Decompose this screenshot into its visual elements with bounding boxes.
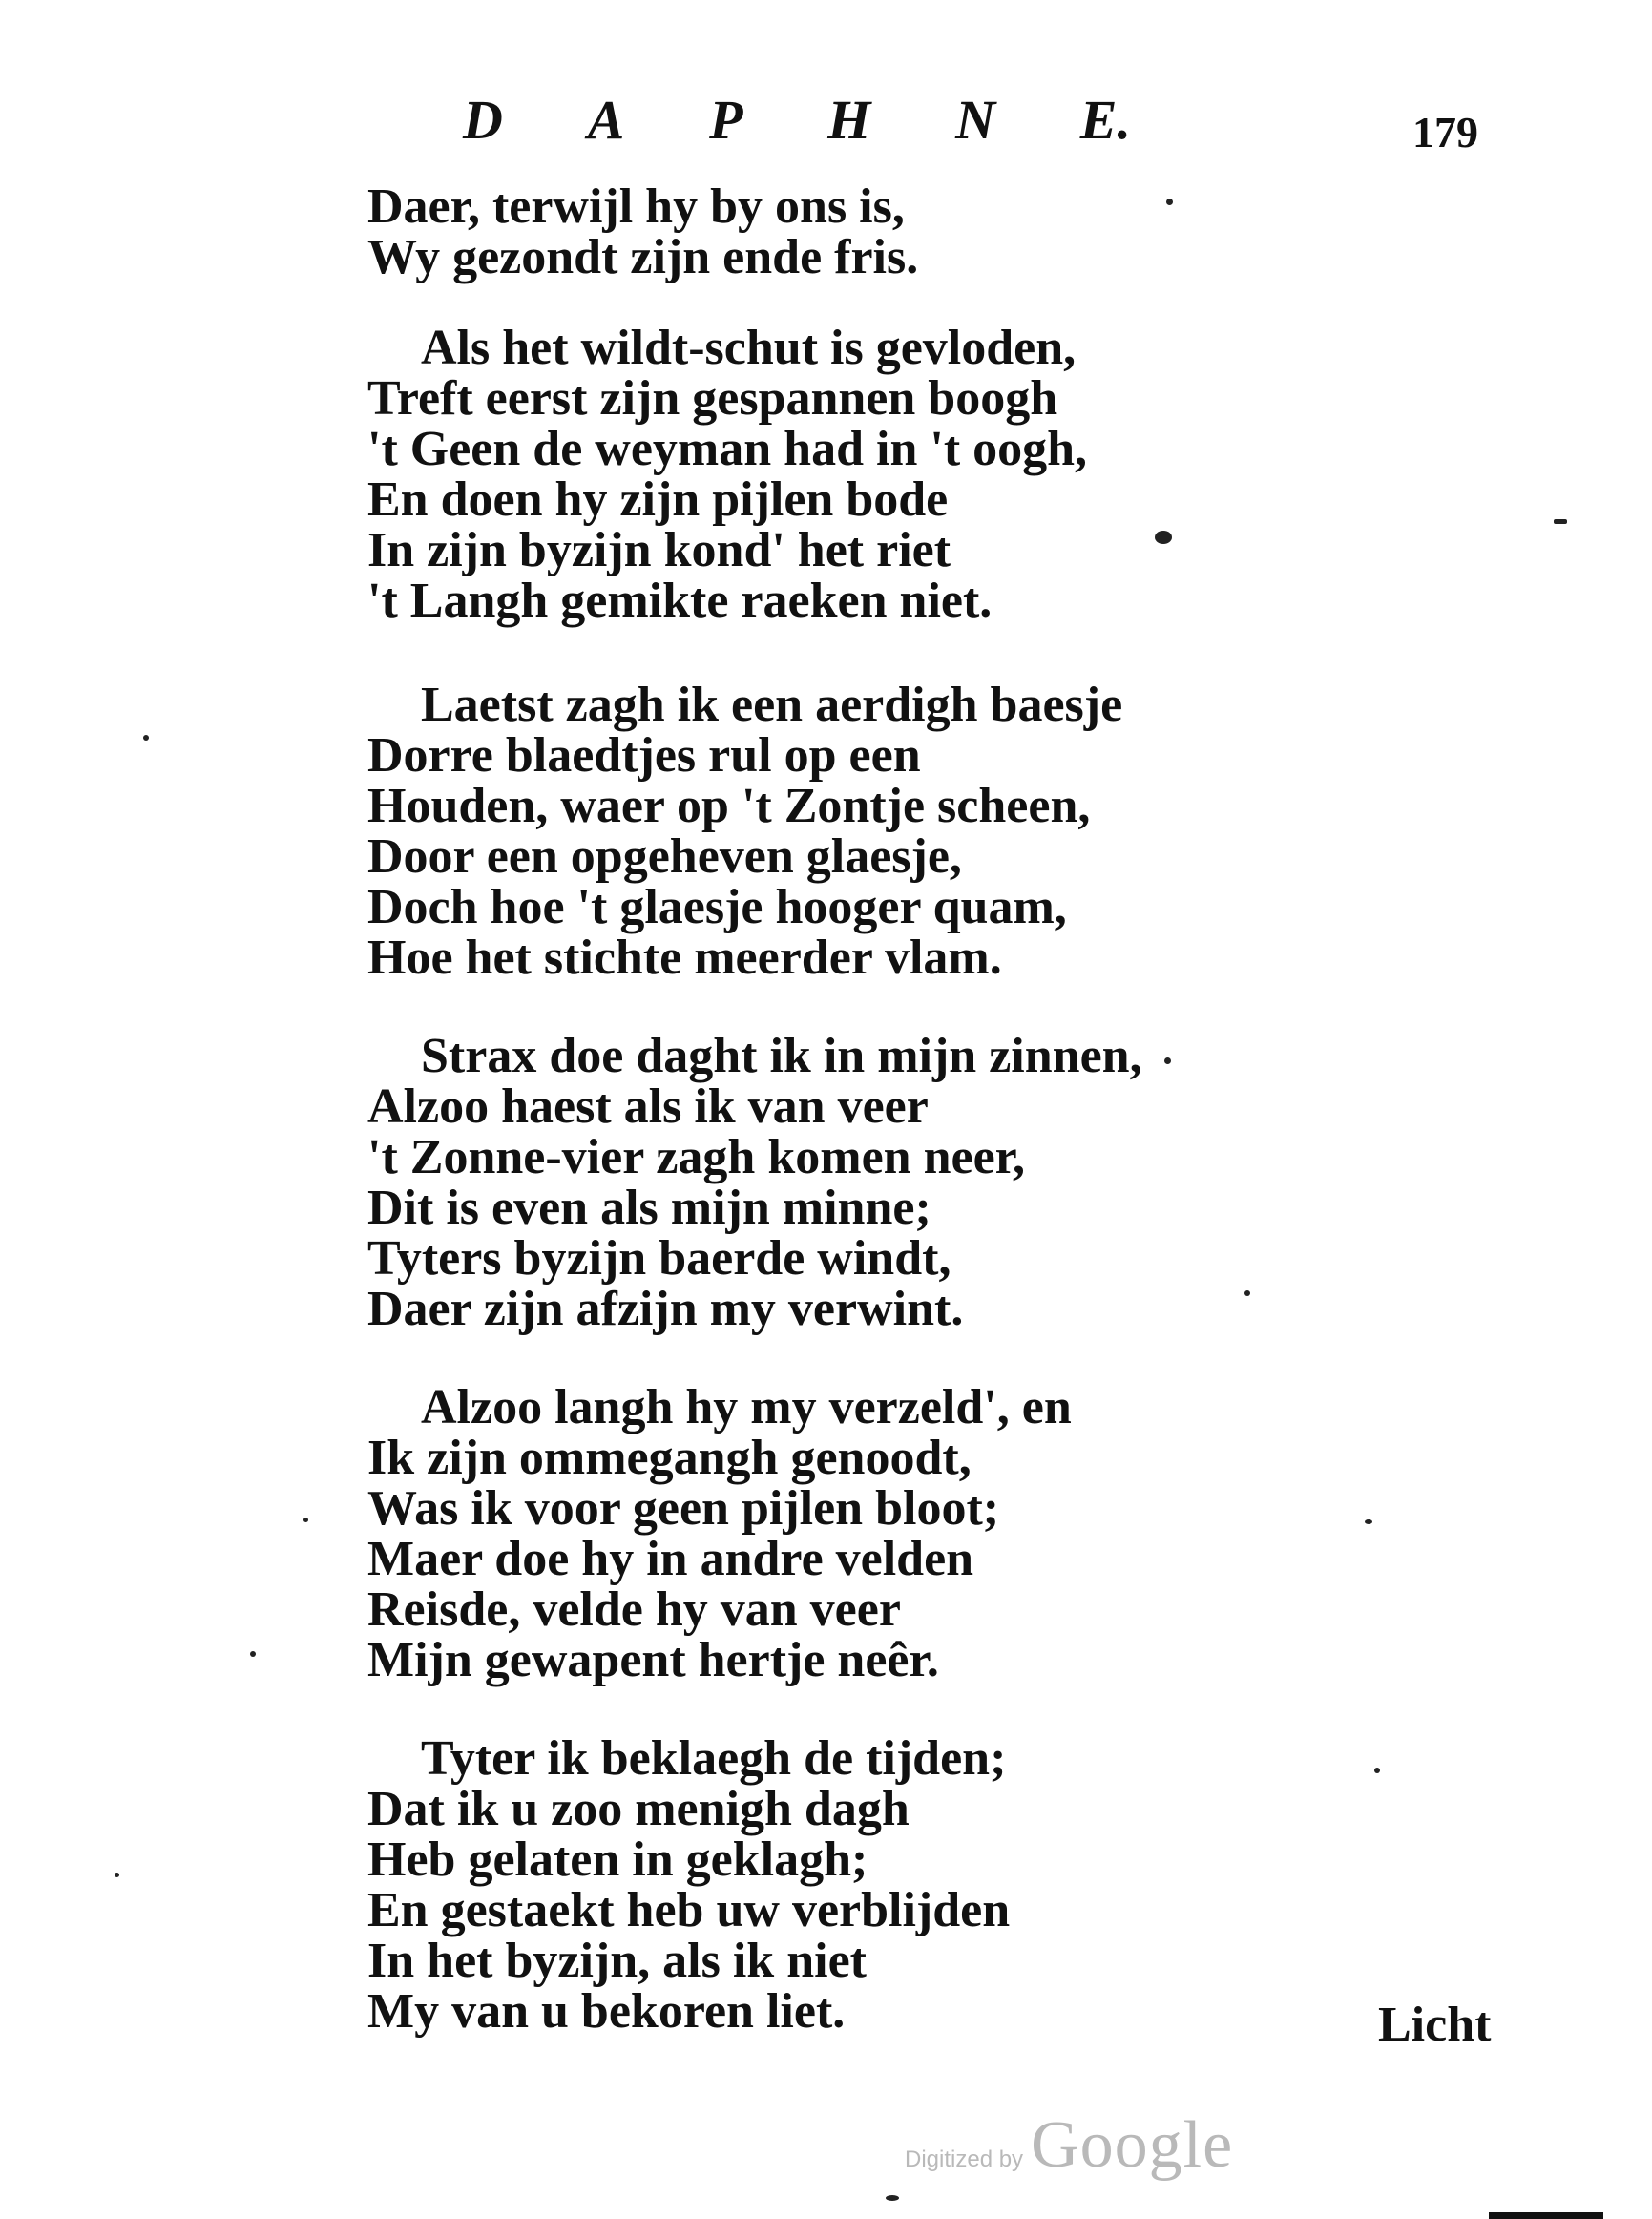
verse-line: Ik zijn ommegangh genoodt, <box>367 1431 972 1485</box>
running-head-letter: P <box>709 89 743 151</box>
verse-line: Reisde, velde hy van veer <box>367 1582 901 1637</box>
verse-line: Dat ik u zoo menigh dagh <box>367 1782 910 1836</box>
stanza-3 <box>367 680 1122 983</box>
verse-line: My van u bekoren liet. <box>367 1984 846 2039</box>
watermark-label: Digitized by <box>905 2146 1024 2172</box>
digitization-watermark <box>905 2107 1233 2184</box>
verse-line: 't Langh gemikte raeken niet. <box>367 574 993 628</box>
verse-line: Daer zijn afzijn my verwint. <box>367 1282 964 1336</box>
stanza-1 <box>367 181 918 283</box>
scan-speck <box>1166 199 1173 205</box>
verse-line: Maer doe hy in andre velden <box>367 1532 974 1586</box>
verse-line: Dit is even als mijn minne; <box>367 1181 931 1235</box>
scan-speck <box>143 735 149 741</box>
watermark-brand: Google <box>1031 2108 1234 2182</box>
verse-line: Alzoo haest als ik van veer <box>367 1079 929 1134</box>
stanza-5 <box>367 1382 1072 1685</box>
verse-line: 't Geen de weyman had in 't oogh, <box>367 422 1088 476</box>
running-head-letter: H <box>827 89 871 151</box>
verse-line: Door een opgeheven glaesje, <box>367 829 962 884</box>
page-number: 179 <box>1412 108 1478 157</box>
verse-line: Tyter ik beklaegh de tijden; <box>421 1731 1007 1786</box>
verse-line: Was ik voor geen pijlen bloot; <box>367 1481 1000 1536</box>
scan-speck <box>250 1651 256 1657</box>
verse-line: 't Zonne-vier zagh komen neer, <box>367 1130 1025 1184</box>
running-head-letter: D <box>463 89 503 151</box>
verse-line: Laetst zagh ik een aerdigh baesje <box>421 678 1123 732</box>
scan-speck <box>1155 531 1172 544</box>
verse-line: En doen hy zijn pijlen bode <box>367 472 949 527</box>
verse-line: Treft eerst zijn gespannen boogh <box>367 371 1058 426</box>
scan-speck <box>1374 1768 1380 1773</box>
scan-speck <box>1164 1057 1171 1064</box>
verse-line: Houden, waer op 't Zontje scheen, <box>367 779 1091 833</box>
running-head <box>463 88 1131 152</box>
scan-speck <box>886 2195 899 2201</box>
verse-line: Alzoo langh hy my verzeld', en <box>421 1380 1072 1434</box>
catchword: Licht <box>1378 1998 1492 2052</box>
verse-line: Daer, terwijl hy by ons is, <box>367 179 905 234</box>
running-head-letter: E. <box>1079 89 1131 151</box>
verse-line: En gestaekt heb uw verblijden <box>367 1883 1011 1937</box>
verse-line: In het byzijn, als ik niet <box>367 1934 867 1988</box>
scan-speck <box>115 1873 119 1877</box>
stanza-6 <box>367 1733 1010 2037</box>
scan-edge-mark <box>1489 2212 1603 2219</box>
verse-line: Doch hoe 't glaesje hooger quam, <box>367 880 1067 934</box>
verse-line: Dorre blaedtjes rul op een <box>367 728 921 783</box>
scan-speck <box>1554 519 1567 524</box>
verse-line: In zijn byzijn kond' het riet <box>367 523 951 577</box>
verse-line: Tyters byzijn baerde windt, <box>367 1231 951 1286</box>
verse-line: Als het wildt-schut is gevloden, <box>421 321 1077 375</box>
verse-line: Wy gezondt zijn ende fris. <box>367 230 919 284</box>
scan-speck <box>303 1518 308 1522</box>
stanza-4 <box>367 1031 1142 1334</box>
stanza-2 <box>367 323 1087 626</box>
verse-line: Strax doe daght ik in mijn zinnen, <box>421 1029 1142 1083</box>
verse-line: Heb gelaten in geklagh; <box>367 1832 868 1887</box>
verse-line: Mijn gewapent hertje neêr. <box>367 1633 939 1687</box>
scan-speck <box>1365 1519 1372 1524</box>
running-head-letter: N <box>955 89 996 151</box>
verse-line: Hoe het stichte meerder vlam. <box>367 931 1002 985</box>
scan-speck <box>1244 1290 1250 1296</box>
running-head-letter: A <box>587 89 625 151</box>
